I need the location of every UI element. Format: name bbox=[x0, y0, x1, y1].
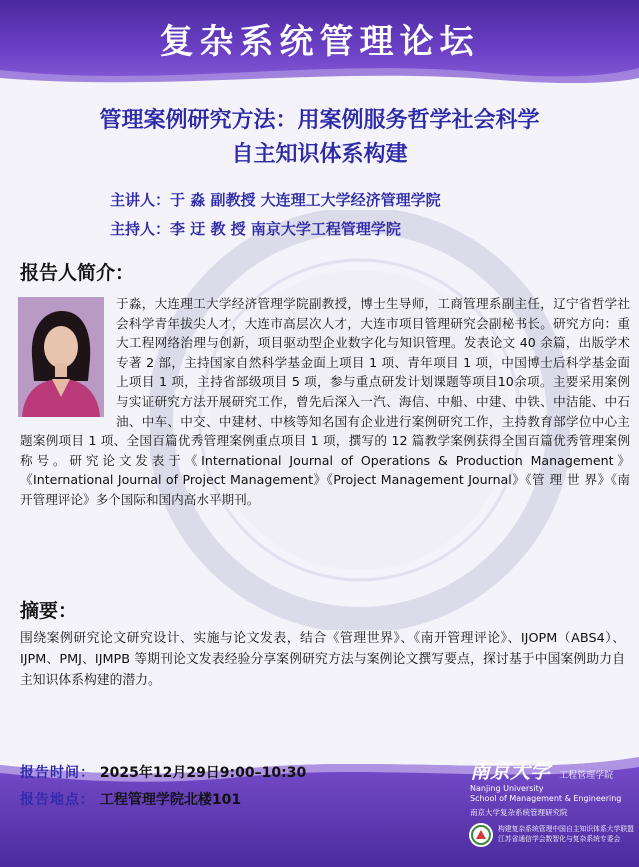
organizer-name-en1: Nanjing University bbox=[470, 784, 544, 793]
forum-title: 复杂系统管理论坛 bbox=[159, 22, 480, 62]
event-time-value: 2025年12月29日9:00–10:30 bbox=[99, 765, 307, 781]
abstract-heading: 摘要： bbox=[20, 600, 78, 622]
talk-title-line2: 自主知识体系构建 bbox=[231, 142, 408, 167]
header-wave bbox=[0, 58, 639, 88]
event-time bbox=[20, 762, 306, 782]
organizer-lab: 南京大学复杂系统管理研究院 bbox=[470, 808, 568, 817]
organizer-line2: 江苏省通信学会数智化与复杂系统专委会 bbox=[498, 835, 621, 843]
society-emblem-icon bbox=[468, 822, 494, 848]
talk-title-line1: 管理案例研究方法：用案例服务哲学社会科学 bbox=[99, 108, 540, 133]
organizer-name-cn: 南京大学 bbox=[470, 759, 550, 783]
organizer-logo bbox=[470, 755, 635, 818]
bio-text: 于淼，大连理工大学经济管理学院副教授，博士生导师，工商管理系副主任，辽宁省哲学社会科学青年拔尖人才，大连市高层次人才，大连市项目管理研究会副秘书长。研究方向：重大工程网络治理与创新，项目驱动型企业数字化与知识管理。发表论文 40 余篇，出版学术专著 2 部，主持国家自然科学基金面上项目 1 项、青年项目 1 项，中国博士后科学基金面上项目 1 项，主持省部级项目 5 项，参与重点研发计划课题等项目10余项。主要采用案例与实证研究方法开展研究工作，曾先后深入一汽、海信、中船、中建、中铁、中洁能、中石油、中车、中交、中建材、中核等知名国有企业进行案例研究工作，主持教育部学位中心主题案例项目 1 项、全国百篇优秀管理案例重点项目 1 项，撰写的 12 篇教学案例获得全国百篇优秀管理案例称号。研究论文发表于《International Journal of Operations & Production Management》《International Journal of Project Management》《Project Management Journal》《管 理 世 界》《南开管理评论》多个国际和国内高水平期刊。 bbox=[20, 296, 630, 507]
bio-block bbox=[20, 294, 630, 510]
event-place-value: 工程管理学院北楼101 bbox=[99, 792, 242, 808]
speaker-line: 主讲人：于 淼 副教授 大连理工大学经济管理学院 bbox=[110, 191, 441, 209]
event-place-label: 报告地点： bbox=[20, 792, 95, 808]
bio-heading: 报告人简介： bbox=[20, 262, 135, 284]
organizer-school-cn: 工程管理学院 bbox=[559, 771, 614, 781]
host-line: 主持人：李 迂 教 授 南京大学工程管理学院 bbox=[110, 220, 401, 238]
organizer-lines bbox=[498, 824, 638, 844]
organizer-name-en2: School of Management & Engineering bbox=[470, 794, 622, 803]
event-place bbox=[20, 789, 241, 809]
event-time-label: 报告时间： bbox=[20, 765, 95, 781]
organizer-line1: 构建复杂系统管理中国自主知识体系大学联盟 bbox=[498, 825, 634, 833]
abstract-text: 围绕案例研究论文研究设计、实施与论文发表，结合《管理世界》、《南开管理评论》、IJOPM（ABS4）、IJPM、PMJ、IJMPB 等期刊论文发表经验分享案例研究方法与案例论文撰写要点，探讨基于中国案例助力自主知识体系构建的潜力。 bbox=[20, 631, 625, 688]
header-banner bbox=[0, 0, 639, 88]
talk-title bbox=[20, 104, 619, 172]
